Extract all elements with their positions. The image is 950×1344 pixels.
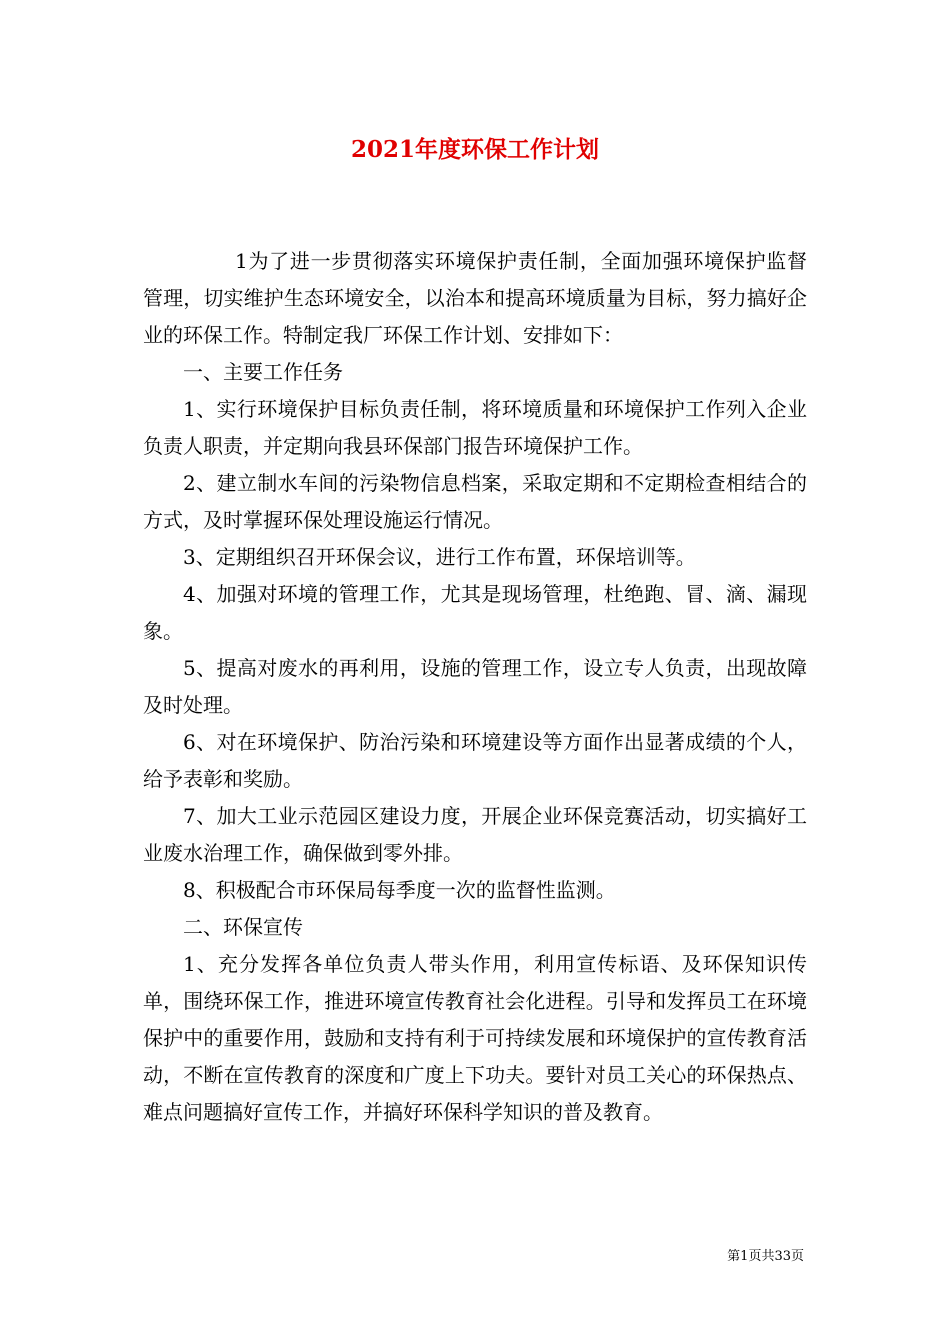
task-item-6: 6、对在环境保护、防治污染和环境建设等方面作出显著成绩的个人，给予表彰和奖励。	[143, 730, 807, 791]
task-item-8: 8、积极配合市环保局每季度一次的监督性监测。	[183, 878, 616, 902]
document-title: 2021年度环保工作计划	[350, 136, 599, 163]
task-item-5: 5、提高对废水的再利用，设施的管理工作，设立专人负责，出现故障及时处理。	[143, 656, 807, 717]
task-item-2: 2、建立制水车间的污染物信息档案，采取定期和不定期检查相结合的方式，及时掌握环保处理设施运行情况。	[143, 471, 807, 532]
intro-paragraph: 1为了进一步贯彻落实环境保护责任制，全面加强环境保护监督管理，切实维护生态环境安全，以治本和提高环境质量为目标，努力搞好企业的环保工作。特制定我厂环保工作计划、安排如下：	[143, 249, 807, 347]
task-item-7: 7、加大工业示范园区建设力度，开展企业环保竞赛活动，切实搞好工业废水治理工作，确保做到零外排。	[143, 804, 807, 865]
publicity-item-1: 1、充分发挥各单位负责人带头作用，利用宣传标语、及环保知识传单，围绕环保工作，推进环境宣传教育社会化进程。引导和发挥员工在环境保护中的重要作用，鼓励和支持有利于可持续发展和环境保护的宣传教育活动，不断在宣传教育的深度和广度上下功夫。要针对员工关心的环保热点、难点问题搞好宣传工作，并搞好环保科学知识的普及教育。	[143, 952, 807, 1124]
page-number-footer: 第1页共33页	[727, 1249, 804, 1264]
task-item-1: 1、实行环境保护目标负责任制，将环境质量和环境保护工作列入企业负责人职责，并定期向我县环保部门报告环境保护工作。	[143, 397, 807, 458]
document-body	[143, 243, 807, 1131]
task-item-4: 4、加强对环境的管理工作，尤其是现场管理，杜绝跑、冒、滴、漏现象。	[143, 582, 807, 643]
section-heading-publicity: 二、环保宣传	[183, 915, 303, 939]
task-item-3: 3、定期组织召开环保会议，进行工作布置，环保培训等。	[183, 545, 696, 569]
section-heading-main-tasks: 一、主要工作任务	[183, 360, 343, 384]
